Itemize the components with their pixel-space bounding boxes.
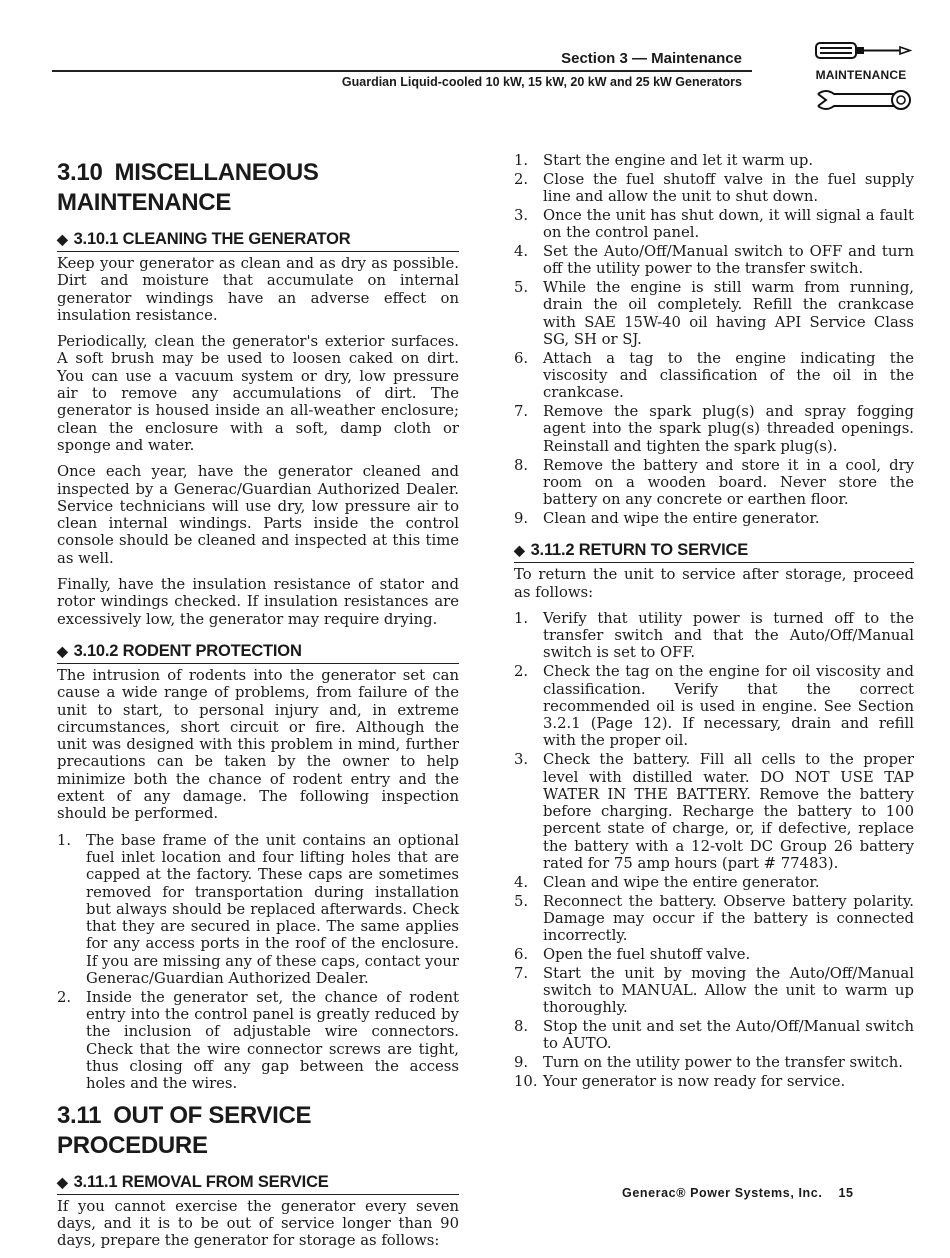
list-item: 8. Remove the battery and store it in a cool, dry room on a wooden board. Never store the battery on any concrete or earthen floor. bbox=[514, 456, 914, 509]
list-item: 10. Your generator is now ready for service. bbox=[514, 1073, 846, 1091]
section-title: MISCELLANEOUS MAINTENANCE bbox=[57, 159, 319, 216]
list-item: 4. Clean and wipe the entire generator. bbox=[514, 873, 820, 891]
list-item: 2. Check the tag on the engine for oil viscosity and classification. Verify that the correct recommended oil is used in engine. See Section 3.2.1 (Page 12). If necessary, drain and refill with the proper oil. bbox=[514, 663, 914, 750]
list-item: 5. While the engine is still warm from running, drain the oil completely. Refill the crankcase with SAE 15W-40 oil having API Service Class SG, SH or SJ. bbox=[514, 279, 914, 348]
list-item: 8. Stop the unit and set the Auto/Off/Manual switch to AUTO. bbox=[514, 1018, 914, 1053]
diamond-bullet-icon: ◆ bbox=[514, 542, 525, 559]
page-footer bbox=[622, 1186, 912, 1200]
subsection-title: 3.11.2 RETURN TO SERVICE bbox=[530, 541, 748, 560]
paragraph: The intrusion of rodents into the generator set can cause a wide range of problems, from failure of the unit to start, to personal injury and, in extreme circumstances, short circuit or fire. Although the unit was designed with this problem in mind, further precautions can be taken by the owner to help minimize both the chance of rodent entry and the extent of any damage. The following inspection should be performed. bbox=[57, 666, 459, 823]
list-item: 1. Start the engine and let it warm up. bbox=[514, 152, 814, 169]
return-steps-list bbox=[514, 610, 914, 1091]
paragraph: To return the unit to service after storage, proceed as follows: bbox=[514, 566, 914, 601]
section-number: 3.10 bbox=[57, 159, 103, 186]
list-item: 1. Verify that utility power is turned off to the transfer switch and that the Auto/Off/Manual switch is set to OFF. bbox=[514, 609, 914, 662]
footer-company: Generac® Power Systems, Inc. bbox=[622, 1186, 823, 1200]
list-item: 9. Clean and wipe the entire generator. bbox=[514, 509, 820, 527]
paragraph: If you cannot exercise the generator every seven days, and it is to be out of service longer than 90 days, prepare the generator for storage as follows: bbox=[57, 1197, 459, 1250]
document-title: Guardian Liquid-cooled 10 kW, 15 kW, 20 kW and 25 kW Generators bbox=[341, 75, 742, 89]
list-item: 2. Close the fuel shutoff valve in the fuel supply line and allow the unit to shut down. bbox=[514, 170, 914, 206]
subsection-title: 3.10.2 RODENT PROTECTION bbox=[73, 641, 302, 660]
paragraph: Finally, have the insulation resistance of stator and rotor windings checked. If insulation resistances are excessively low, the generator may require drying. bbox=[57, 576, 459, 628]
rodent-protection-list bbox=[57, 832, 459, 1093]
right-column bbox=[514, 152, 914, 1098]
list-item: 2. Inside the generator set, the chance of rodent entry into the control panel is greatly reduced by the inclusion of adjustable wire connectors. Check that the wire connector screws are tight, thus closing off any gap between the access holes and the wires. bbox=[57, 988, 459, 1093]
section-number: 3.11 bbox=[57, 1101, 102, 1129]
diamond-bullet-icon: ◆ bbox=[57, 642, 68, 659]
list-item: 9. Turn on the utility power to the transfer switch. bbox=[514, 1054, 903, 1072]
subsection-3-10-1-heading bbox=[57, 228, 459, 252]
header-rule bbox=[52, 70, 752, 72]
subsection-3-11-2-heading bbox=[514, 539, 914, 563]
list-item: 5. Reconnect the battery. Observe battery polarity. Damage may occur if the battery is connected incorrectly. bbox=[514, 892, 914, 945]
paragraph: Once each year, have the generator cleaned and inspected by a Generac/Guardian Authorized Dealer. Service technicians will use dry, low pressure air to clean internal windings. Parts inside the control console should be cleaned and inspected at this time as well. bbox=[57, 463, 459, 567]
list-item: 3. Check the battery. Fill all cells to the proper level with distilled water. DO NOT USE TAP WATER IN THE BATTERY. Remove the battery before charging. Recharge the battery to 100 percent state of charge, or, if defective, replace the battery with a 12-volt DC Group 26 battery rated for 75 amp hours (part # 77483). bbox=[514, 751, 914, 872]
maintenance-badge bbox=[812, 40, 920, 118]
section-title: OUT OF SERVICE PROCEDURE bbox=[57, 1101, 312, 1159]
page-number: 15 bbox=[838, 1186, 854, 1200]
wrench-icon bbox=[814, 86, 914, 114]
paragraph: Periodically, clean the generator's exterior surfaces. A soft brush may be used to loosen caked on dirt. You can use a vacuum system or dry, low pressure air to remove any accumulations of dirt. The generator is housed inside an all-weather enclosure; clean the enclosure with a soft, damp cloth or sponge and water. bbox=[57, 333, 459, 454]
section-3-11-heading bbox=[57, 1101, 459, 1161]
list-item: 4. Set the Auto/Off/Manual switch to OFF and turn off the utility power to the transfer switch. bbox=[514, 242, 914, 278]
list-item: 3. Once the unit has shut down, it will signal a fault on the control panel. bbox=[514, 206, 914, 242]
subsection-title: 3.11.1 REMOVAL FROM SERVICE bbox=[73, 1172, 329, 1191]
subsection-3-11-1-heading bbox=[57, 1171, 459, 1195]
subsection-3-10-2-heading bbox=[57, 640, 459, 664]
list-item: 6. Attach a tag to the engine indicating the viscosity and classification of the oil in the crankcase. bbox=[514, 349, 914, 402]
list-item: 6. Open the fuel shutoff valve. bbox=[514, 945, 751, 963]
subsection-title: 3.10.1 CLEANING THE GENERATOR bbox=[73, 230, 351, 248]
diamond-bullet-icon: ◆ bbox=[57, 1173, 68, 1190]
page-header bbox=[52, 48, 752, 93]
list-item: 1. The base frame of the unit contains an optional fuel inlet location and four lifting holes that are capped at the factory. These caps are sometimes removed for transportation during installation but always should be replaced afterwards. Check that they are secured in place. The same applies for any access ports in the roof of the enclosure. If you are missing any of these caps, contact your Generac/Guardian Authorized Dealer. bbox=[57, 831, 459, 987]
section-3-10-heading bbox=[57, 158, 459, 218]
list-item: 7. Start the unit by moving the Auto/Off/Manual switch to MANUAL. Allow the unit to warm up thoroughly. bbox=[514, 964, 914, 1017]
screwdriver-icon bbox=[814, 40, 914, 62]
list-item: 7. Remove the spark plug(s) and spray fogging agent into the spark plug(s) threaded openings. Reinstall and tighten the spark plug(s). bbox=[514, 403, 914, 455]
left-column bbox=[57, 152, 459, 1258]
paragraph: Keep your generator as clean and as dry as possible. Dirt and moisture that accumulate on internal generator windings have an adverse effect on insulation resistance. bbox=[57, 255, 459, 324]
diamond-bullet-icon: ◆ bbox=[57, 231, 68, 247]
badge-label: MAINTENANCE bbox=[815, 68, 907, 82]
removal-steps-list bbox=[514, 152, 914, 527]
section-label: Section 3 — Maintenance bbox=[561, 50, 742, 67]
